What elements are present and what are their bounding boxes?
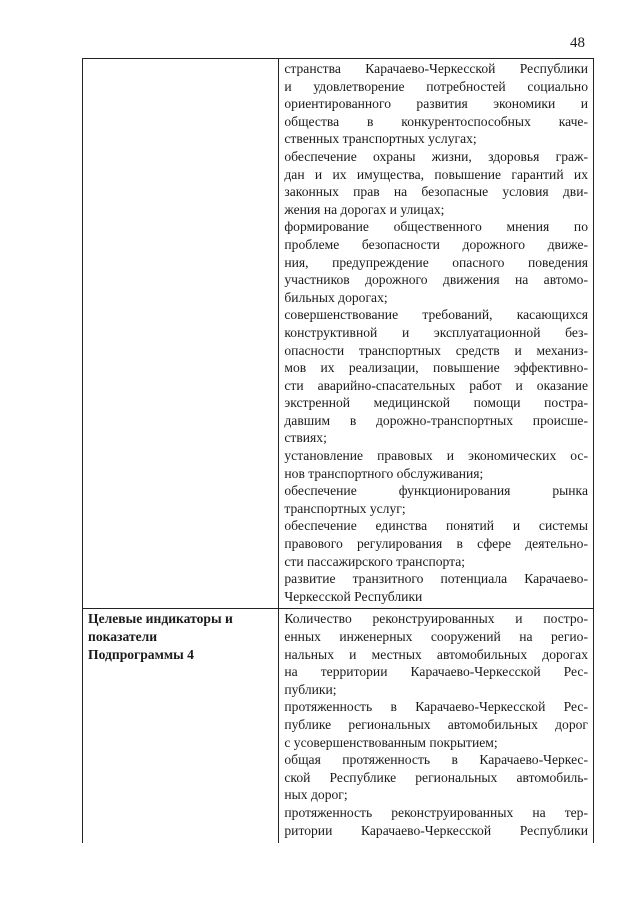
program-passport-table bbox=[82, 58, 594, 843]
text-line: участников дорожного движения на автомо- bbox=[284, 272, 588, 288]
text-line: на территории Карачаево-Черкесской Рес- bbox=[284, 664, 588, 680]
row2-label-cell bbox=[83, 609, 279, 844]
text-line: формирование общественного мнения по bbox=[284, 219, 588, 235]
text-line: транспортных услуг; bbox=[284, 500, 406, 516]
text-line: обеспечение охраны жизни, здоровья граж- bbox=[284, 148, 588, 164]
text-line: нальных и местных автомобильных дорогах bbox=[284, 646, 588, 662]
text-line: экстренной медицинской помощи постра- bbox=[284, 395, 588, 411]
label-line: показатели bbox=[88, 629, 158, 644]
text-line: странства Карачаево-Черкесской Республики bbox=[284, 61, 588, 76]
text-line: ской Республике региональных автомобиль- bbox=[284, 769, 588, 785]
text-line: с усовершенствованным покрытием; bbox=[284, 734, 498, 750]
text-line: жения на дорогах и улицах; bbox=[284, 201, 445, 217]
label-line: Целевые индикаторы и bbox=[88, 611, 233, 627]
text-line: установление правовых и экономических ос- bbox=[284, 448, 588, 464]
text-line: дан и их имущества, повышение гарантий их bbox=[284, 166, 588, 182]
text-line: законных прав на безопасные условия дви- bbox=[284, 184, 588, 200]
table-row bbox=[83, 59, 594, 609]
text-line: ния, предупреждение опасного поведения bbox=[284, 254, 588, 270]
text-line: общества в конкурентоспособных каче- bbox=[284, 113, 588, 129]
text-line: развитие транзитного потенциала Карачаево- bbox=[284, 571, 588, 587]
text-line: правового регулирования в сфере деятельно- bbox=[284, 536, 588, 552]
text-line: ных дорог; bbox=[284, 787, 348, 803]
row1-label-cell bbox=[83, 59, 279, 609]
row2-content-cell bbox=[279, 609, 594, 844]
text-line: сти пассажирского транспорта; bbox=[284, 553, 466, 569]
text-line: нов транспортного обслуживания; bbox=[284, 465, 484, 481]
text-line: обеспечение функционирования рынка bbox=[284, 483, 588, 499]
text-line: ствиях; bbox=[284, 430, 327, 446]
text-line: енных инженерных сооружений на регио- bbox=[284, 629, 588, 644]
text-line: протяженность реконструированных на тер- bbox=[284, 804, 588, 820]
text-line: сти аварийно-спасательных работ и оказание bbox=[284, 377, 588, 393]
row1-content-cell bbox=[279, 59, 594, 609]
text-line: мов их реализации, повышение эффективно- bbox=[284, 360, 588, 376]
table-row bbox=[83, 609, 594, 844]
text-line: ориентированного развития экономики и bbox=[284, 96, 588, 112]
text-line: Количество реконструированных и постро- bbox=[284, 611, 588, 627]
text-line: ритории Карачаево-Черкесской Республики bbox=[284, 822, 588, 838]
text-line: протяженность в Карачаево-Черкесской Рес- bbox=[284, 699, 588, 715]
text-line: публики; bbox=[284, 681, 337, 697]
text-line: совершенствование требований, касающихся bbox=[284, 307, 588, 323]
text-line: публике региональных автомобильных дорог bbox=[284, 716, 588, 732]
label-line: Подпрограммы 4 bbox=[88, 646, 194, 662]
text-line: проблеме безопасности дорожного движе- bbox=[284, 236, 588, 252]
text-line: давшим в дорожно-транспортных происше- bbox=[284, 412, 588, 428]
text-line: конструктивной и эксплуатационной без- bbox=[284, 324, 588, 340]
text-line: обеспечение единства понятий и системы bbox=[284, 518, 588, 534]
text-line: бильных дорогах; bbox=[284, 289, 388, 305]
text-line: и удовлетворение потребностей социально bbox=[284, 78, 588, 94]
text-line: опасности транспортных средств и механиз- bbox=[284, 342, 588, 358]
page-number: 48 bbox=[570, 35, 585, 51]
text-line: общая протяженность в Карачаево-Черкес- bbox=[284, 752, 588, 768]
text-line: ственных транспортных услугах; bbox=[284, 131, 477, 147]
text-line: Черкесской Республики bbox=[284, 588, 423, 604]
